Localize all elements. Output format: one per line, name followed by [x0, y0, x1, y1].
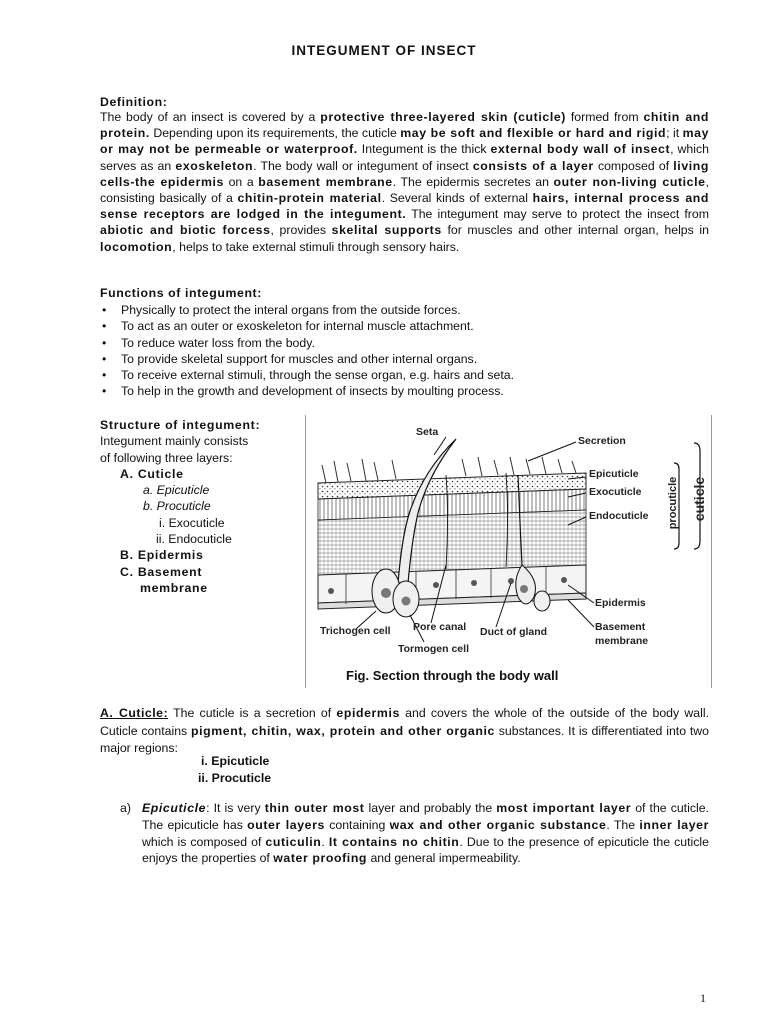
page-number: 1 — [700, 991, 706, 1005]
text-run: basement membrane — [258, 174, 393, 189]
text-run: The integument may serve to protect the insect from — [406, 207, 709, 222]
label-seta: Seta — [416, 426, 439, 438]
text-run: locomotion — [100, 239, 173, 254]
structure-intro-line: of following three layers: — [100, 450, 233, 465]
label-trichogen: Trichogen cell — [320, 625, 391, 637]
region-procuticle: ii. Procuticle — [198, 770, 272, 785]
text-run: The body of an insect is covered by a — [100, 110, 321, 124]
label-duct: Duct of gland — [480, 626, 548, 638]
region-epicuticle: i. Epicuticle — [201, 754, 270, 768]
label-basement-2: membrane — [595, 635, 649, 647]
text-run: and general impermeability. — [367, 851, 521, 866]
label-exocuticle: Exocuticle — [589, 486, 642, 498]
text-run: most important layer — [496, 801, 632, 815]
text-run: . Due to the presence of epicuticle the cuticle enjoys the properties of — [142, 834, 709, 866]
layer-basement: C. Basement — [120, 564, 203, 579]
text-run: . The — [606, 817, 640, 832]
text-run: exoskeleton — [175, 158, 254, 173]
text-run: , which serves as an — [100, 142, 709, 173]
text-run: protective three-layered skin (cuticle) — [320, 110, 566, 124]
text-run: of the cuticle. The epicuticle has — [142, 801, 709, 832]
text-run: epidermis — [336, 706, 400, 720]
text-run: : It is very — [206, 801, 265, 815]
text-run: chitin-protein material — [237, 191, 382, 206]
list-item: • To help in the growth and development of insects by moulting process. — [100, 383, 514, 399]
text-run: . The body wall or integument of insect — [253, 158, 473, 173]
label-procuticle: procuticle — [667, 476, 679, 530]
definition-paragraph — [100, 109, 709, 255]
definition-heading: Definition: — [100, 95, 168, 109]
structure-heading: Structure of integument: — [100, 418, 261, 432]
text-run: It contains no chitin — [328, 834, 460, 849]
cuticle-paragraph — [100, 705, 709, 758]
text-run: ; it — [666, 126, 683, 141]
list-item: • To provide skeletal support for muscles and other internal organs. — [100, 351, 514, 367]
cuticle-heading: A. Cuticle: — [100, 706, 169, 720]
text-run: on a — [223, 174, 259, 189]
text-run: layer and probably the — [364, 801, 497, 815]
body-wall-figure — [305, 415, 712, 688]
text-run: inner layer — [639, 817, 710, 832]
list-item: • To receive external stimuli, through the sense organ, e.g. hairs and seta. — [100, 367, 514, 383]
text-run: , provides — [270, 223, 332, 238]
text-run: may be soft and flexible or hard and rigid — [400, 126, 667, 141]
text-run: substances. It is differentiated into two major regions: — [100, 723, 709, 755]
text-run: outer non-living cuticle — [553, 174, 706, 189]
text-run: external body wall of insect — [490, 142, 671, 157]
functions-list — [100, 302, 514, 400]
text-run: , helps to take external stimuli through sensory hairs. — [172, 239, 460, 254]
label-basement: Basement — [595, 621, 646, 633]
structure-list — [100, 417, 300, 596]
text-run: formed from — [565, 110, 644, 124]
text-run: chitin and protein. — [100, 110, 709, 141]
label-pore-canal: Pore canal — [413, 621, 467, 633]
text-run: . — [321, 834, 329, 849]
layer-cuticle: A. Cuticle — [120, 466, 184, 481]
structure-intro-line: Integument mainly consists — [100, 434, 249, 449]
figure-caption: Fig. Section through the body wall — [346, 668, 559, 683]
label-tormogen: Tormogen cell — [398, 643, 469, 655]
text-run: hairs, internal process and sense receptors are lodged in the integument. — [100, 191, 709, 222]
label-secretion: Secretion — [578, 435, 626, 447]
text-run: containing — [324, 817, 390, 832]
text-run: composed of — [593, 158, 674, 173]
list-item: • Physically to protect the interal organs from the outside forces. — [100, 302, 514, 318]
text-run: . The epidermis secretes an — [392, 174, 554, 189]
cuticle-regions — [187, 753, 271, 786]
label-cuticle: cuticle — [691, 476, 707, 522]
text-run: water proofing — [273, 851, 368, 866]
text-run: abiotic and biotic forcess — [100, 223, 271, 238]
text-run: consists of a layer — [472, 158, 594, 173]
page-title: INTEGUMENT OF INSECT — [291, 43, 477, 58]
text-run: and covers the whole of the outside of the body wall. Cuticle contains — [100, 706, 709, 738]
text-run: skelital supports — [331, 223, 442, 238]
text-run: , consisting basically of a — [100, 174, 709, 206]
label-epicuticle: Epicuticle — [589, 468, 639, 480]
epicuticle-marker: a) — [120, 801, 131, 815]
text-run: The cuticle is a secretion of — [168, 706, 337, 720]
text-run: . Several kinds of external — [381, 191, 533, 206]
text-run: outer layers — [247, 817, 325, 832]
text-run: Integument is the thick — [357, 142, 491, 157]
list-item: • To act as an outer or exoskeleton for internal muscle attachment. — [100, 318, 514, 334]
cuticle-text — [100, 706, 709, 755]
text-run: for muscles and other internal organ, helps in — [441, 223, 709, 238]
layer-basement-2: membrane — [140, 580, 208, 595]
sub-exocuticle: i. Exocuticle — [159, 515, 225, 530]
body-wall-diagram — [306, 415, 711, 688]
text-run: wax and other organic substance — [389, 817, 607, 832]
text-run: thin outer most — [264, 801, 365, 815]
label-epidermis: Epidermis — [595, 597, 646, 609]
text-run: pigment, chitin, wax, protein and other organic — [191, 723, 495, 738]
text-run: cuticulin — [265, 834, 322, 849]
text-run: Depending upon its requirements, the cuticle — [149, 126, 401, 141]
epicuticle-text — [142, 800, 709, 867]
list-item: • To reduce water loss from the body. — [100, 335, 514, 351]
text-run: living cells-the epidermis — [100, 158, 709, 189]
label-endocuticle: Endocuticle — [589, 510, 649, 522]
text-run: Epicuticle — [142, 801, 207, 815]
sub-procuticle: b. Procuticle — [143, 499, 211, 514]
text-run: may or may not be permeable or waterproof. — [100, 126, 710, 157]
text-run: which is composed of — [142, 834, 266, 849]
sub-endocuticle: ii. Endocuticle — [156, 532, 232, 547]
functions-heading: Functions of integument: — [100, 286, 262, 300]
layer-epidermis: B. Epidermis — [120, 548, 204, 563]
sub-epicuticle: a. Epicuticle — [143, 483, 210, 498]
